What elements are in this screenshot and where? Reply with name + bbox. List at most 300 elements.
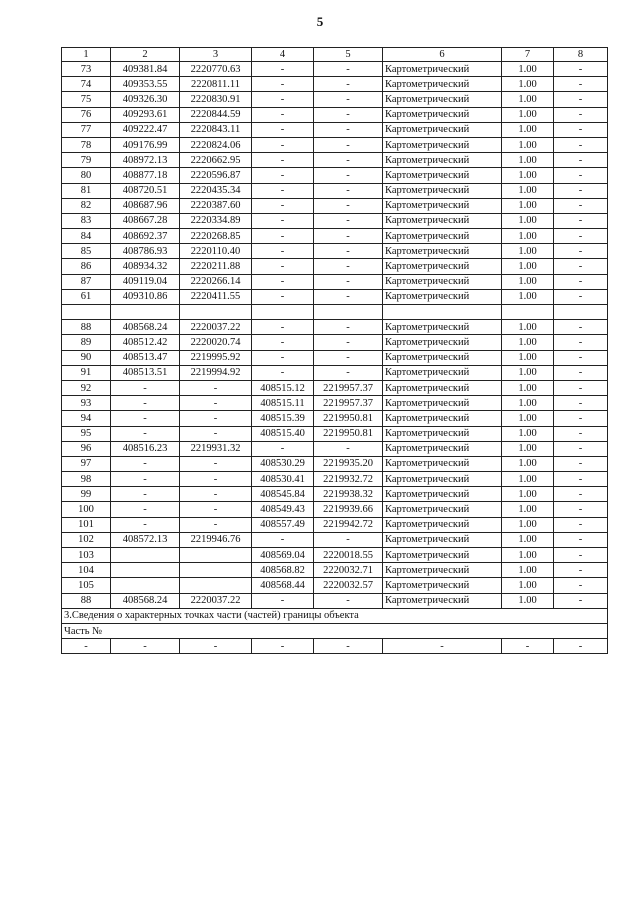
- table-cell: [180, 548, 252, 563]
- table-cell: 2220596.87: [180, 168, 252, 183]
- table-row: [62, 396, 608, 411]
- table-cell: -: [314, 289, 383, 304]
- table-cell: 1.00: [502, 335, 554, 350]
- table-cell: 99: [62, 487, 111, 502]
- table-row: [62, 153, 608, 168]
- table-cell: 408545.84: [252, 487, 314, 502]
- table-cell: [111, 578, 180, 593]
- table-cell: -: [554, 289, 608, 304]
- table-cell: [554, 305, 608, 320]
- table-cell: -: [502, 639, 554, 654]
- table-row: [62, 441, 608, 456]
- table-cell: -: [180, 411, 252, 426]
- table-cell: 75: [62, 92, 111, 107]
- table-cell: 2220824.06: [180, 137, 252, 152]
- table-cell: 408687.96: [111, 198, 180, 213]
- table-row: [62, 183, 608, 198]
- table-cell: 2219957.37: [314, 396, 383, 411]
- table-cell: -: [252, 137, 314, 152]
- table-cell: 1.00: [502, 456, 554, 471]
- table-cell: 2220811.11: [180, 77, 252, 92]
- header-cell: 8: [554, 48, 608, 62]
- table-cell: -: [111, 472, 180, 487]
- table-cell: -: [180, 396, 252, 411]
- table-cell: Картометрический: [383, 62, 502, 77]
- table-cell: -: [554, 350, 608, 365]
- table-cell: Картометрический: [383, 548, 502, 563]
- table-cell: 408512.42: [111, 335, 180, 350]
- table-cell: 2220110.40: [180, 244, 252, 259]
- table-cell: -: [314, 107, 383, 122]
- table-cell: 1.00: [502, 259, 554, 274]
- table-cell: 1.00: [502, 137, 554, 152]
- table-row: [62, 77, 608, 92]
- table-cell: -: [314, 183, 383, 198]
- table-cell: 105: [62, 578, 111, 593]
- table-cell: 2220032.71: [314, 563, 383, 578]
- table-row: [62, 335, 608, 350]
- table-cell: 2220334.89: [180, 213, 252, 228]
- part-row: [62, 623, 608, 638]
- table-cell: 408549.43: [252, 502, 314, 517]
- table-cell: -: [554, 335, 608, 350]
- table-cell: 2220037.22: [180, 320, 252, 335]
- table-cell: -: [554, 198, 608, 213]
- table-cell: 2220037.22: [180, 593, 252, 608]
- table-cell: 104: [62, 563, 111, 578]
- table-cell: 408513.51: [111, 365, 180, 380]
- table-cell: -: [252, 289, 314, 304]
- header-cell: 6: [383, 48, 502, 62]
- table-cell: 1.00: [502, 320, 554, 335]
- table-row: [62, 213, 608, 228]
- table-cell: 1.00: [502, 229, 554, 244]
- table-cell: 409222.47: [111, 122, 180, 137]
- table-cell: Картометрический: [383, 137, 502, 152]
- table-cell: Картометрический: [383, 365, 502, 380]
- table-row: [62, 198, 608, 213]
- table-cell: 409293.61: [111, 107, 180, 122]
- table-row: [62, 92, 608, 107]
- table-cell: 408515.12: [252, 380, 314, 395]
- table-cell: 408515.39: [252, 411, 314, 426]
- table-cell: -: [314, 62, 383, 77]
- table-cell: -: [111, 502, 180, 517]
- table-cell: 408557.49: [252, 517, 314, 532]
- table-cell: Картометрический: [383, 517, 502, 532]
- table-cell: -: [314, 122, 383, 137]
- table-row: [62, 244, 608, 259]
- table-cell: -: [554, 122, 608, 137]
- table-cell: 408515.11: [252, 396, 314, 411]
- table-cell: 2219946.76: [180, 532, 252, 547]
- table-cell: -: [314, 213, 383, 228]
- table-cell: 2219957.37: [314, 380, 383, 395]
- table-cell: -: [314, 274, 383, 289]
- table-cell: 1.00: [502, 365, 554, 380]
- table-cell: -: [314, 77, 383, 92]
- table-cell: -: [111, 396, 180, 411]
- table-cell: -: [554, 441, 608, 456]
- table-cell: 408568.24: [111, 320, 180, 335]
- table-cell: 2220268.85: [180, 229, 252, 244]
- table-cell: 1.00: [502, 593, 554, 608]
- table-cell: [180, 563, 252, 578]
- table-row: [62, 502, 608, 517]
- table-cell: 2220020.74: [180, 335, 252, 350]
- table-cell: Картометрический: [383, 380, 502, 395]
- table-cell: -: [252, 365, 314, 380]
- table-cell: 2219950.81: [314, 426, 383, 441]
- table-cell: -: [554, 472, 608, 487]
- table-cell: 2220662.95: [180, 153, 252, 168]
- table-cell: Картометрический: [383, 122, 502, 137]
- table-cell: 1.00: [502, 578, 554, 593]
- table-cell: -: [554, 107, 608, 122]
- table-cell: 408569.04: [252, 548, 314, 563]
- table-cell: 2219950.81: [314, 411, 383, 426]
- table-cell: 90: [62, 350, 111, 365]
- table-cell: 94: [62, 411, 111, 426]
- header-cell: 3: [180, 48, 252, 62]
- table-row: [62, 487, 608, 502]
- table-cell: -: [252, 198, 314, 213]
- table-cell: [62, 305, 111, 320]
- table-cell: 409310.86: [111, 289, 180, 304]
- table-cell: Картометрический: [383, 563, 502, 578]
- table-cell: Картометрический: [383, 92, 502, 107]
- table-cell: 1.00: [502, 532, 554, 547]
- table-row: [62, 532, 608, 547]
- table-cell: 103: [62, 548, 111, 563]
- table-cell: -: [252, 441, 314, 456]
- table-cell: 1.00: [502, 122, 554, 137]
- table-cell: -: [314, 335, 383, 350]
- table-cell: -: [252, 153, 314, 168]
- table-cell: -: [314, 229, 383, 244]
- table-cell: 96: [62, 441, 111, 456]
- table-cell: Картометрический: [383, 456, 502, 471]
- header-cell: 1: [62, 48, 111, 62]
- table-cell: 2220844.59: [180, 107, 252, 122]
- table-cell: 1.00: [502, 441, 554, 456]
- table-cell: 2219938.32: [314, 487, 383, 502]
- table-cell: -: [554, 168, 608, 183]
- table-cell: -: [252, 168, 314, 183]
- table-cell: 1.00: [502, 396, 554, 411]
- table-cell: -: [252, 229, 314, 244]
- table-cell: -: [554, 137, 608, 152]
- table-cell: -: [252, 320, 314, 335]
- table-cell: -: [554, 502, 608, 517]
- table-cell: Картометрический: [383, 153, 502, 168]
- table-cell: -: [252, 77, 314, 92]
- table-cell: 408530.41: [252, 472, 314, 487]
- table-cell: -: [554, 578, 608, 593]
- table-cell: 2219939.66: [314, 502, 383, 517]
- table-cell: -: [180, 456, 252, 471]
- table-cell: -: [554, 426, 608, 441]
- table-cell: -: [314, 639, 383, 654]
- table-cell: 408513.47: [111, 350, 180, 365]
- table-cell: 73: [62, 62, 111, 77]
- table-cell: 1.00: [502, 92, 554, 107]
- table-cell: -: [252, 92, 314, 107]
- table-row: [62, 137, 608, 152]
- section-title: 3.Сведения о характерных точках части (частей) границы объекта: [62, 608, 608, 623]
- table-cell: 408568.44: [252, 578, 314, 593]
- table-cell: 1.00: [502, 502, 554, 517]
- table-cell: 408530.29: [252, 456, 314, 471]
- table-cell: 1.00: [502, 153, 554, 168]
- table-cell: 408568.24: [111, 593, 180, 608]
- table-row: [62, 289, 608, 304]
- table-cell: -: [314, 365, 383, 380]
- table-cell: 409119.04: [111, 274, 180, 289]
- table-cell: Картометрический: [383, 578, 502, 593]
- table-cell: -: [252, 259, 314, 274]
- table-cell: -: [111, 487, 180, 502]
- table-cell: 92: [62, 380, 111, 395]
- table-cell: 98: [62, 472, 111, 487]
- table-cell: 408568.82: [252, 563, 314, 578]
- table-cell: -: [554, 62, 608, 77]
- table-cell: -: [252, 335, 314, 350]
- page-number: 5: [316, 14, 324, 29]
- table-cell: 2220032.57: [314, 578, 383, 593]
- table-cell: Картометрический: [383, 213, 502, 228]
- table-cell: 93: [62, 396, 111, 411]
- table-cell: -: [314, 137, 383, 152]
- table-cell: 1.00: [502, 472, 554, 487]
- table-cell: -: [111, 411, 180, 426]
- table-cell: -: [252, 532, 314, 547]
- table-cell: 2219994.92: [180, 365, 252, 380]
- table-cell: 79: [62, 153, 111, 168]
- part-label: Часть №: [62, 623, 608, 638]
- table-cell: -: [554, 411, 608, 426]
- table-cell: 2220387.60: [180, 198, 252, 213]
- table-cell: 2219942.72: [314, 517, 383, 532]
- section-title-row: [62, 608, 608, 623]
- table-cell: -: [252, 213, 314, 228]
- table-cell: Картометрический: [383, 244, 502, 259]
- table-row: [62, 305, 608, 320]
- table-cell: -: [554, 274, 608, 289]
- table-cell: Картометрический: [383, 396, 502, 411]
- table-row: [62, 122, 608, 137]
- table-cell: Картометрический: [383, 229, 502, 244]
- table-cell: 77: [62, 122, 111, 137]
- table-cell: 76: [62, 107, 111, 122]
- table-cell: -: [314, 244, 383, 259]
- table-cell: Картометрический: [383, 487, 502, 502]
- table-cell: -: [180, 502, 252, 517]
- table-cell: -: [252, 244, 314, 259]
- table-cell: Картометрический: [383, 472, 502, 487]
- table-cell: Картометрический: [383, 411, 502, 426]
- table-row: [62, 380, 608, 395]
- table-cell: -: [111, 639, 180, 654]
- table-row: [62, 365, 608, 380]
- table-cell: 2220843.11: [180, 122, 252, 137]
- table-row: [62, 259, 608, 274]
- table-row: [62, 578, 608, 593]
- table-cell: -: [554, 229, 608, 244]
- table-cell: 1.00: [502, 563, 554, 578]
- table-cell: 1.00: [502, 274, 554, 289]
- table-cell: -: [180, 472, 252, 487]
- table-cell: Картометрический: [383, 502, 502, 517]
- table-cell: 1.00: [502, 62, 554, 77]
- table-cell: -: [554, 183, 608, 198]
- table-row: [62, 563, 608, 578]
- table-cell: 408786.93: [111, 244, 180, 259]
- table-cell: 1.00: [502, 548, 554, 563]
- table-row: [62, 320, 608, 335]
- table-cell: Картометрический: [383, 77, 502, 92]
- table-cell: Картометрический: [383, 289, 502, 304]
- table-cell: 87: [62, 274, 111, 289]
- table-cell: -: [111, 517, 180, 532]
- table-row: [62, 472, 608, 487]
- table-cell: -: [62, 639, 111, 654]
- table-cell: 97: [62, 456, 111, 471]
- table-cell: -: [180, 380, 252, 395]
- table-row: [62, 548, 608, 563]
- table-row: [62, 229, 608, 244]
- table-cell: [111, 563, 180, 578]
- table-cell: [111, 548, 180, 563]
- table-cell: 1.00: [502, 213, 554, 228]
- table-cell: -: [314, 320, 383, 335]
- table-cell: -: [554, 593, 608, 608]
- table-cell: 1.00: [502, 426, 554, 441]
- table-cell: -: [554, 244, 608, 259]
- table-cell: 88: [62, 593, 111, 608]
- table-cell: 408972.13: [111, 153, 180, 168]
- table-cell: 100: [62, 502, 111, 517]
- table-cell: -: [554, 639, 608, 654]
- table-cell: -: [180, 517, 252, 532]
- table-cell: 78: [62, 137, 111, 152]
- table-cell: 409326.30: [111, 92, 180, 107]
- table-cell: -: [314, 532, 383, 547]
- table-row: [62, 456, 608, 471]
- table-cell: -: [180, 487, 252, 502]
- table-row: [62, 426, 608, 441]
- table-cell: 409176.99: [111, 137, 180, 152]
- header-cell: 7: [502, 48, 554, 62]
- table-cell: 2219932.72: [314, 472, 383, 487]
- table-cell: -: [554, 213, 608, 228]
- table-cell: -: [554, 320, 608, 335]
- table-cell: 2219935.20: [314, 456, 383, 471]
- table-cell: -: [554, 563, 608, 578]
- table-cell: 81: [62, 183, 111, 198]
- table-cell: Картометрический: [383, 107, 502, 122]
- table-cell: -: [252, 593, 314, 608]
- table-cell: Картометрический: [383, 274, 502, 289]
- table-header-row: [62, 48, 608, 62]
- table-cell: -: [554, 153, 608, 168]
- table-cell: Картометрический: [383, 320, 502, 335]
- table-cell: 408692.37: [111, 229, 180, 244]
- coordinates-table: [61, 47, 608, 654]
- table-cell: -: [314, 153, 383, 168]
- table-cell: -: [314, 168, 383, 183]
- table-cell: 1.00: [502, 168, 554, 183]
- table-cell: 408516.23: [111, 441, 180, 456]
- table-cell: 86: [62, 259, 111, 274]
- table-cell: -: [554, 532, 608, 547]
- table-cell: Картометрический: [383, 259, 502, 274]
- table-cell: 85: [62, 244, 111, 259]
- table-body: [62, 48, 608, 654]
- table-cell: -: [554, 396, 608, 411]
- table-cell: Картометрический: [383, 426, 502, 441]
- table-cell: [111, 305, 180, 320]
- table-cell: 84: [62, 229, 111, 244]
- table-cell: 1.00: [502, 244, 554, 259]
- table-cell: [252, 305, 314, 320]
- table-cell: 1.00: [502, 289, 554, 304]
- table-cell: 2220435.34: [180, 183, 252, 198]
- table-cell: 2219931.32: [180, 441, 252, 456]
- table-cell: 408877.18: [111, 168, 180, 183]
- table-cell: 409353.55: [111, 77, 180, 92]
- table-cell: 2220830.91: [180, 92, 252, 107]
- table-row: [62, 593, 608, 608]
- table-cell: 1.00: [502, 183, 554, 198]
- table-cell: -: [252, 639, 314, 654]
- table-cell: 83: [62, 213, 111, 228]
- table-cell: 408934.32: [111, 259, 180, 274]
- table-cell: -: [252, 350, 314, 365]
- table-cell: [314, 305, 383, 320]
- table-cell: -: [554, 487, 608, 502]
- table-cell: -: [314, 259, 383, 274]
- table-cell: -: [252, 183, 314, 198]
- table-cell: -: [314, 350, 383, 365]
- table-cell: 2220266.14: [180, 274, 252, 289]
- table-cell: -: [252, 62, 314, 77]
- table-cell: -: [111, 426, 180, 441]
- table-cell: 2220411.55: [180, 289, 252, 304]
- table-cell: -: [314, 593, 383, 608]
- table-cell: 2220211.88: [180, 259, 252, 274]
- table-cell: [180, 578, 252, 593]
- table-cell: 82: [62, 198, 111, 213]
- table-cell: 409381.84: [111, 62, 180, 77]
- table-cell: 1.00: [502, 77, 554, 92]
- table-cell: 1.00: [502, 198, 554, 213]
- table-cell: 1.00: [502, 411, 554, 426]
- table-cell: -: [252, 122, 314, 137]
- table-cell: 1.00: [502, 350, 554, 365]
- table-cell: Картометрический: [383, 441, 502, 456]
- table-cell: Картометрический: [383, 183, 502, 198]
- table-cell: -: [554, 548, 608, 563]
- table-cell: -: [554, 77, 608, 92]
- table-cell: 408572.13: [111, 532, 180, 547]
- table-cell: -: [554, 517, 608, 532]
- table-cell: -: [554, 92, 608, 107]
- table-row: [62, 517, 608, 532]
- table-cell: [502, 305, 554, 320]
- table-cell: -: [180, 426, 252, 441]
- table-cell: -: [314, 198, 383, 213]
